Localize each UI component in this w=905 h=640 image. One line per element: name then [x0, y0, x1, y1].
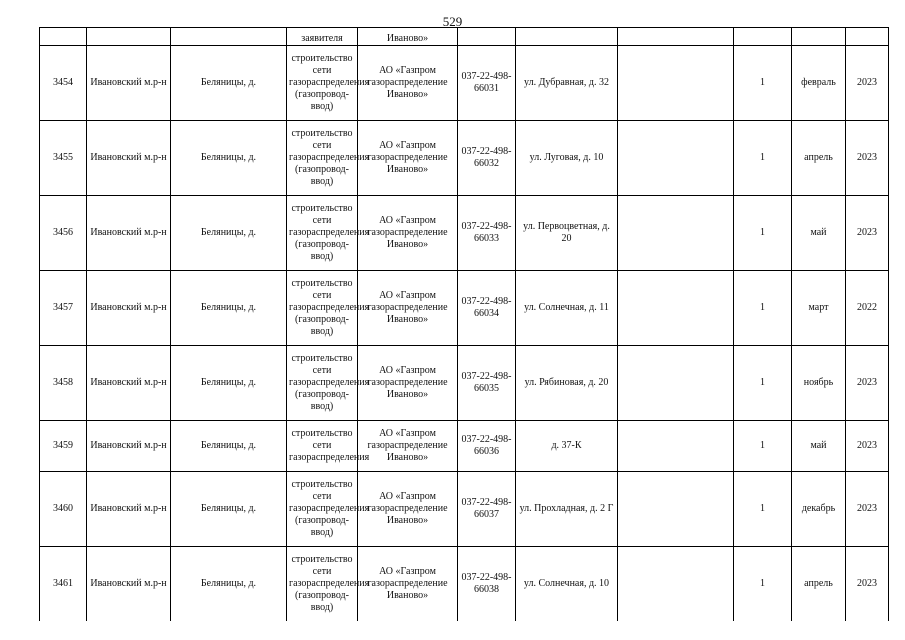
cell-type: строительство сети газораспределения (газопровод-ввод) [287, 346, 358, 421]
cell-num: 3459 [40, 421, 87, 472]
cell-type: строительство сети газораспределения (газопровод-ввод) [287, 46, 358, 121]
cell-empty [618, 121, 734, 196]
cell-type: заявителя [287, 28, 358, 46]
table-row [40, 547, 889, 622]
cell-locality: Беляницы, д. [171, 547, 287, 622]
cell-district: Ивановский м.р-н [87, 196, 171, 271]
cell-qty: 1 [734, 346, 792, 421]
cell-district [87, 28, 171, 46]
cell-empty [618, 46, 734, 121]
cell-num: 3456 [40, 196, 87, 271]
cell-empty [618, 346, 734, 421]
cell-org: АО «Газпром газораспределение Иваново» [358, 346, 458, 421]
cell-district: Ивановский м.р-н [87, 472, 171, 547]
cell-empty [618, 271, 734, 346]
cell-org: АО «Газпром газораспределение Иваново» [358, 421, 458, 472]
cell-month: май [792, 196, 846, 271]
table-row [40, 121, 889, 196]
cell-type: строительство сети газораспределения [287, 421, 358, 472]
cell-qty: 1 [734, 472, 792, 547]
cell-code: 037-22-498-66034 [458, 271, 516, 346]
cell-qty: 1 [734, 271, 792, 346]
cell-address: ул. Прохладная, д. 2 Г [516, 472, 618, 547]
cell-qty: 1 [734, 121, 792, 196]
cell-locality: Беляницы, д. [171, 121, 287, 196]
cell-qty [734, 28, 792, 46]
cell-org: АО «Газпром газораспределение Иваново» [358, 472, 458, 547]
cell-locality: Беляницы, д. [171, 472, 287, 547]
cell-empty [618, 421, 734, 472]
cell-year: 2023 [846, 346, 889, 421]
cell-org: АО «Газпром газораспределение Иваново» [358, 196, 458, 271]
registry-table [39, 27, 889, 621]
cell-address: ул. Солнечная, д. 10 [516, 547, 618, 622]
table-row [40, 271, 889, 346]
cell-address: ул. Дубравная, д. 32 [516, 46, 618, 121]
cell-code: 037-22-498-66033 [458, 196, 516, 271]
cell-district: Ивановский м.р-н [87, 346, 171, 421]
cell-address: ул. Первоцветная, д. 20 [516, 196, 618, 271]
page-number: 529 [442, 14, 463, 29]
table-row [40, 196, 889, 271]
cell-num: 3457 [40, 271, 87, 346]
cell-address: д. 37-К [516, 421, 618, 472]
cell-year: 2023 [846, 421, 889, 472]
cell-year: 2023 [846, 196, 889, 271]
cell-district: Ивановский м.р-н [87, 547, 171, 622]
cell-locality: Беляницы, д. [171, 46, 287, 121]
cell-code: 037-22-498-66032 [458, 121, 516, 196]
cell-year: 2022 [846, 271, 889, 346]
cell-num: 3460 [40, 472, 87, 547]
cell-month: май [792, 421, 846, 472]
cell-code: 037-22-498-66037 [458, 472, 516, 547]
cell-month: ноябрь [792, 346, 846, 421]
cell-year: 2023 [846, 472, 889, 547]
cell-org: Иваново» [358, 28, 458, 46]
cell-org: АО «Газпром газораспределение Иваново» [358, 547, 458, 622]
cell-num: 3454 [40, 46, 87, 121]
cell-district: Ивановский м.р-н [87, 46, 171, 121]
cell-code: 037-22-498-66031 [458, 46, 516, 121]
cell-num: 3461 [40, 547, 87, 622]
cell-num [40, 28, 87, 46]
table-row [40, 46, 889, 121]
cell-district: Ивановский м.р-н [87, 121, 171, 196]
cell-empty [618, 28, 734, 46]
cell-year: 2023 [846, 547, 889, 622]
cell-address: ул. Рябиновая, д. 20 [516, 346, 618, 421]
cell-type: строительство сети газораспределения (газопровод-ввод) [287, 547, 358, 622]
cell-empty [618, 547, 734, 622]
cell-locality [171, 28, 287, 46]
table-row [40, 472, 889, 547]
cell-district: Ивановский м.р-н [87, 271, 171, 346]
cell-address [516, 28, 618, 46]
cell-locality: Беляницы, д. [171, 421, 287, 472]
cell-month: апрель [792, 547, 846, 622]
cell-qty: 1 [734, 46, 792, 121]
cell-empty [618, 196, 734, 271]
cell-qty: 1 [734, 547, 792, 622]
cell-qty: 1 [734, 421, 792, 472]
table-row [40, 346, 889, 421]
cell-num: 3458 [40, 346, 87, 421]
table-body [40, 46, 889, 622]
cell-year: 2023 [846, 46, 889, 121]
cell-locality: Беляницы, д. [171, 196, 287, 271]
cell-locality: Беляницы, д. [171, 346, 287, 421]
cell-type: строительство сети газораспределения (газопровод-ввод) [287, 271, 358, 346]
cell-address: ул. Солнечная, д. 11 [516, 271, 618, 346]
cell-org: АО «Газпром газораспределение Иваново» [358, 271, 458, 346]
cell-code: 037-22-498-66035 [458, 346, 516, 421]
cell-code: 037-22-498-66036 [458, 421, 516, 472]
cell-address: ул. Луговая, д. 10 [516, 121, 618, 196]
cell-month: март [792, 271, 846, 346]
cell-month [792, 28, 846, 46]
cell-code: 037-22-498-66038 [458, 547, 516, 622]
cell-year [846, 28, 889, 46]
cell-district: Ивановский м.р-н [87, 421, 171, 472]
cell-code [458, 28, 516, 46]
cell-org: АО «Газпром газораспределение Иваново» [358, 121, 458, 196]
cell-num: 3455 [40, 121, 87, 196]
cell-org: АО «Газпром газораспределение Иваново» [358, 46, 458, 121]
cell-type: строительство сети газораспределения (газопровод-ввод) [287, 196, 358, 271]
cell-type: строительство сети газораспределения (газопровод-ввод) [287, 472, 358, 547]
cell-month: декабрь [792, 472, 846, 547]
cell-year: 2023 [846, 121, 889, 196]
table-row-continuation [40, 28, 889, 46]
cell-type: строительство сети газораспределения (газопровод-ввод) [287, 121, 358, 196]
cell-month: апрель [792, 121, 846, 196]
cell-locality: Беляницы, д. [171, 271, 287, 346]
table-row [40, 421, 889, 472]
cell-empty [618, 472, 734, 547]
cell-qty: 1 [734, 196, 792, 271]
cell-month: февраль [792, 46, 846, 121]
